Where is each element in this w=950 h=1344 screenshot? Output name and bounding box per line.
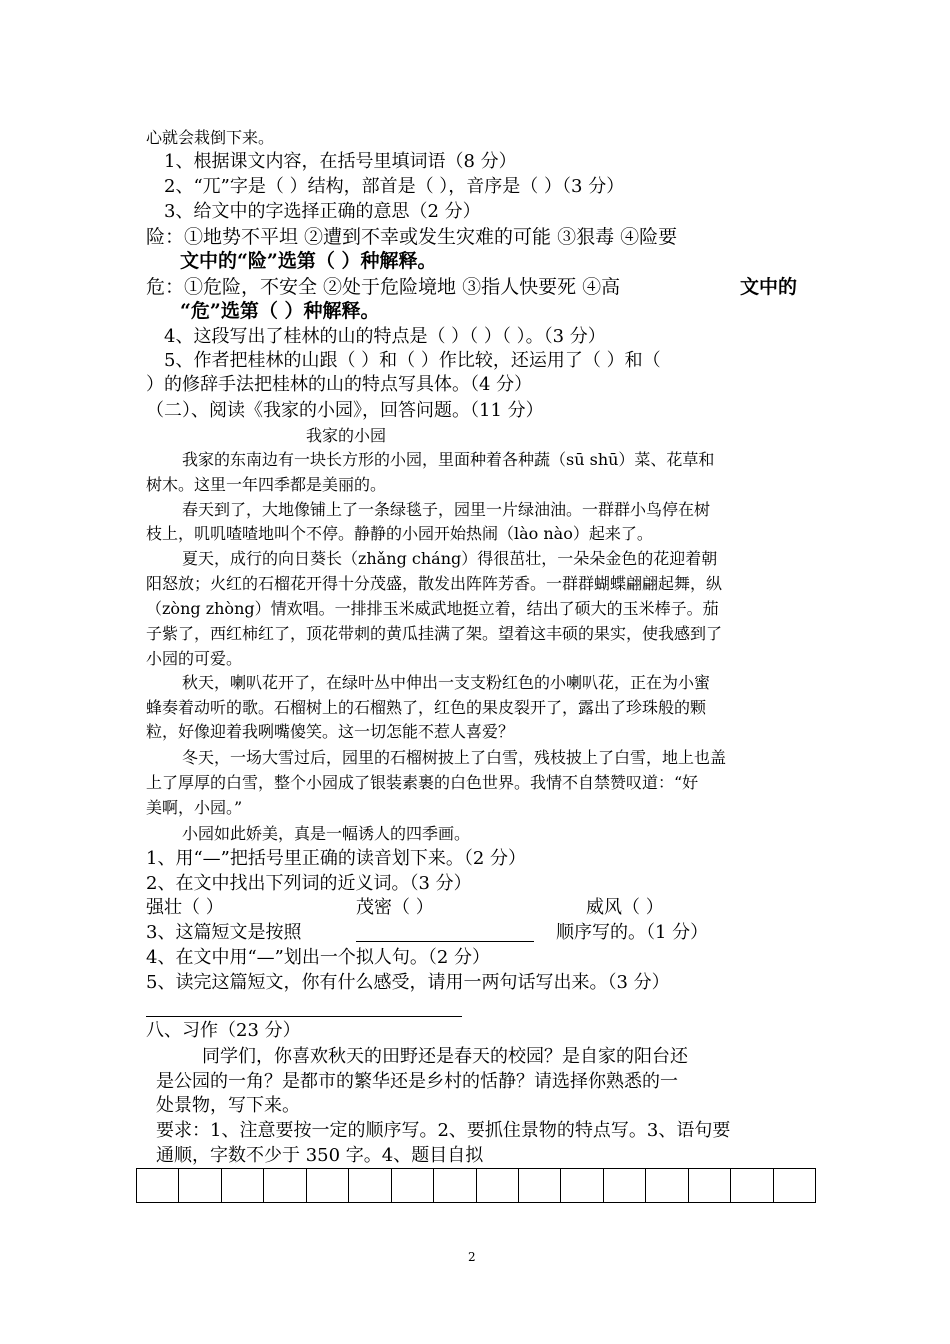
continuation-line: 心就会栽倒下来。 bbox=[146, 128, 275, 147]
passage-line: 春天到了，大地像铺上了一条绿毯子，园里一片绿油油。一群群小鸟停在树 bbox=[182, 500, 711, 519]
writing-cell[interactable] bbox=[689, 1169, 731, 1202]
writing-cell[interactable] bbox=[561, 1169, 603, 1202]
reading-question-4: 4、在文中用“—”划出一个拟人句。（2 分） bbox=[146, 947, 491, 968]
writing-cell[interactable] bbox=[519, 1169, 561, 1202]
writing-cell[interactable] bbox=[349, 1169, 391, 1202]
reading-question-3-b: 顺序写的。（1 分） bbox=[556, 922, 709, 943]
question-5-line-2: ）的修辞手法把桂林的山的特点写具体。（4 分） bbox=[146, 374, 533, 395]
writing-cell[interactable] bbox=[222, 1169, 264, 1202]
question-2: 2、“兀”字是（ ）结构，部首是（ ），音序是（ ）（3 分） bbox=[164, 176, 625, 197]
synonym-qiangzhuang: 强壮（ ） bbox=[146, 897, 224, 918]
writing-cell[interactable] bbox=[646, 1169, 688, 1202]
writing-cell[interactable] bbox=[264, 1169, 306, 1202]
wei-meanings: 危：①危险，不安全 ②处于危险境地 ③指人快要死 ④高 bbox=[146, 276, 621, 298]
passage-line: 冬天，一场大雪过后，园里的石榴树披上了白雪，残枝披上了白雪，地上也盖 bbox=[182, 748, 727, 767]
xian-meanings: 险：①地势不平坦 ②遭到不幸或发生灾难的可能 ③狠毒 ④险要 bbox=[146, 226, 678, 248]
passage-line: 阳怒放；火红的石榴花开得十分茂盛，散发出阵阵芳香。一群群蝴蝶翩翩起舞，纵 bbox=[146, 574, 723, 593]
xian-choice: 文中的“险”选第（ ）种解释。 bbox=[180, 250, 437, 272]
writing-cell[interactable] bbox=[604, 1169, 646, 1202]
passage-line: 粒，好像迎着我咧嘴傻笑。这一切怎能不惹人喜爱？ bbox=[146, 722, 515, 741]
page-number: 2 bbox=[468, 1250, 476, 1264]
passage-line: 小园的可爱。 bbox=[146, 649, 243, 668]
wei-choice-a: 文中的 bbox=[740, 276, 798, 298]
passage-line: （zòng zhòng）情欢唱。一排排玉米威武地挺立着，结出了硕大的玉米棒子。茄 bbox=[146, 599, 719, 618]
reading-question-2: 2、在文中找出下列词的近义词。（3 分） bbox=[146, 873, 472, 894]
section-eight-heading: 八、习作（23 分） bbox=[146, 1020, 301, 1041]
writing-grid[interactable] bbox=[136, 1168, 816, 1203]
answer-blank-line bbox=[356, 941, 534, 942]
writing-cell[interactable] bbox=[774, 1169, 815, 1202]
passage-title: 我家的小园 bbox=[306, 426, 387, 445]
passage-line: 我家的东南边有一块长方形的小园，里面种着各种蔬（sū shū）菜、花草和 bbox=[182, 450, 715, 469]
synonym-weifeng: 威风（ ） bbox=[586, 897, 664, 918]
composition-prompt: 处景物，写下来。 bbox=[156, 1095, 300, 1116]
composition-prompt: 同学们，你喜欢秋天的田野还是春天的校园？是自家的阳台还 bbox=[202, 1046, 688, 1067]
passage-line: 美啊，小园。” bbox=[146, 798, 243, 817]
writing-cell[interactable] bbox=[434, 1169, 476, 1202]
reading-question-1: 1、用“—”把括号里正确的读音划下来。（2 分） bbox=[146, 848, 527, 869]
composition-prompt: 是公园的一角？是都市的繁华还是乡村的恬静？请选择你熟悉的一 bbox=[156, 1071, 678, 1092]
passage-line: 上了厚厚的白雪，整个小园成了银装素裹的白色世界。我情不自禁赞叹道：“好 bbox=[146, 773, 699, 792]
passage-line: 蜂奏着动听的歌。石榴树上的石榴熟了，红色的果皮裂开了，露出了珍珠般的颗 bbox=[146, 698, 707, 717]
passage-line: 子紫了，西红柿红了，顶花带刺的黄瓜挂满了架。望着这丰硕的果实，使我感到了 bbox=[146, 624, 723, 643]
passage-line: 枝上，叽叽喳喳地叫个不停。静静的小园开始热闹（lào nào）起来了。 bbox=[146, 524, 653, 543]
composition-requirements: 通顺，字数不少于 350 字。4、题目自拟 bbox=[156, 1145, 484, 1166]
composition-requirements: 要求：1、注意要按一定的顺序写。2、要抓住景物的特点写。3、语句要 bbox=[156, 1120, 731, 1141]
question-1: 1、根据课文内容，在括号里填词语（8 分） bbox=[164, 151, 517, 172]
synonym-maomi: 茂密（ ） bbox=[356, 897, 434, 918]
question-3: 3、给文中的字选择正确的意思（2 分） bbox=[164, 201, 481, 222]
wei-choice-b: “危”选第（ ）种解释。 bbox=[180, 300, 380, 322]
writing-cell[interactable] bbox=[137, 1169, 179, 1202]
question-4: 4、这段写出了桂林的山的特点是（ ）（ ）（ ）。（3 分） bbox=[164, 326, 606, 347]
reading-question-5: 5、读完这篇短文，你有什么感受，请用一两句话写出来。（3 分） bbox=[146, 972, 670, 993]
passage-line: 夏天，成行的向日葵长（zhǎng cháng）得很茁壮，一朵朵金色的花迎着朝 bbox=[182, 549, 718, 568]
passage-line: 树木。这里一年四季都是美丽的。 bbox=[146, 475, 387, 494]
passage-line: 秋天，喇叭花开了，在绿叶丛中伸出一支支粉红色的小喇叭花，正在为小蜜 bbox=[182, 673, 711, 692]
question-5-line-1: 5、作者把桂林的山跟（ ）和（ ）作比较，还运用了（ ）和（ bbox=[164, 350, 661, 371]
writing-cell[interactable] bbox=[307, 1169, 349, 1202]
writing-cell[interactable] bbox=[731, 1169, 773, 1202]
writing-cell[interactable] bbox=[392, 1169, 434, 1202]
section-two-heading: （二）、阅读《我家的小园》，回答问题。（11 分） bbox=[146, 400, 544, 421]
reading-question-3-a: 3、这篇短文是按照 bbox=[146, 922, 302, 943]
writing-cell[interactable] bbox=[477, 1169, 519, 1202]
writing-cell[interactable] bbox=[179, 1169, 221, 1202]
answer-line bbox=[146, 1016, 462, 1017]
passage-line: 小园如此娇美，真是一幅诱人的四季画。 bbox=[182, 824, 471, 843]
